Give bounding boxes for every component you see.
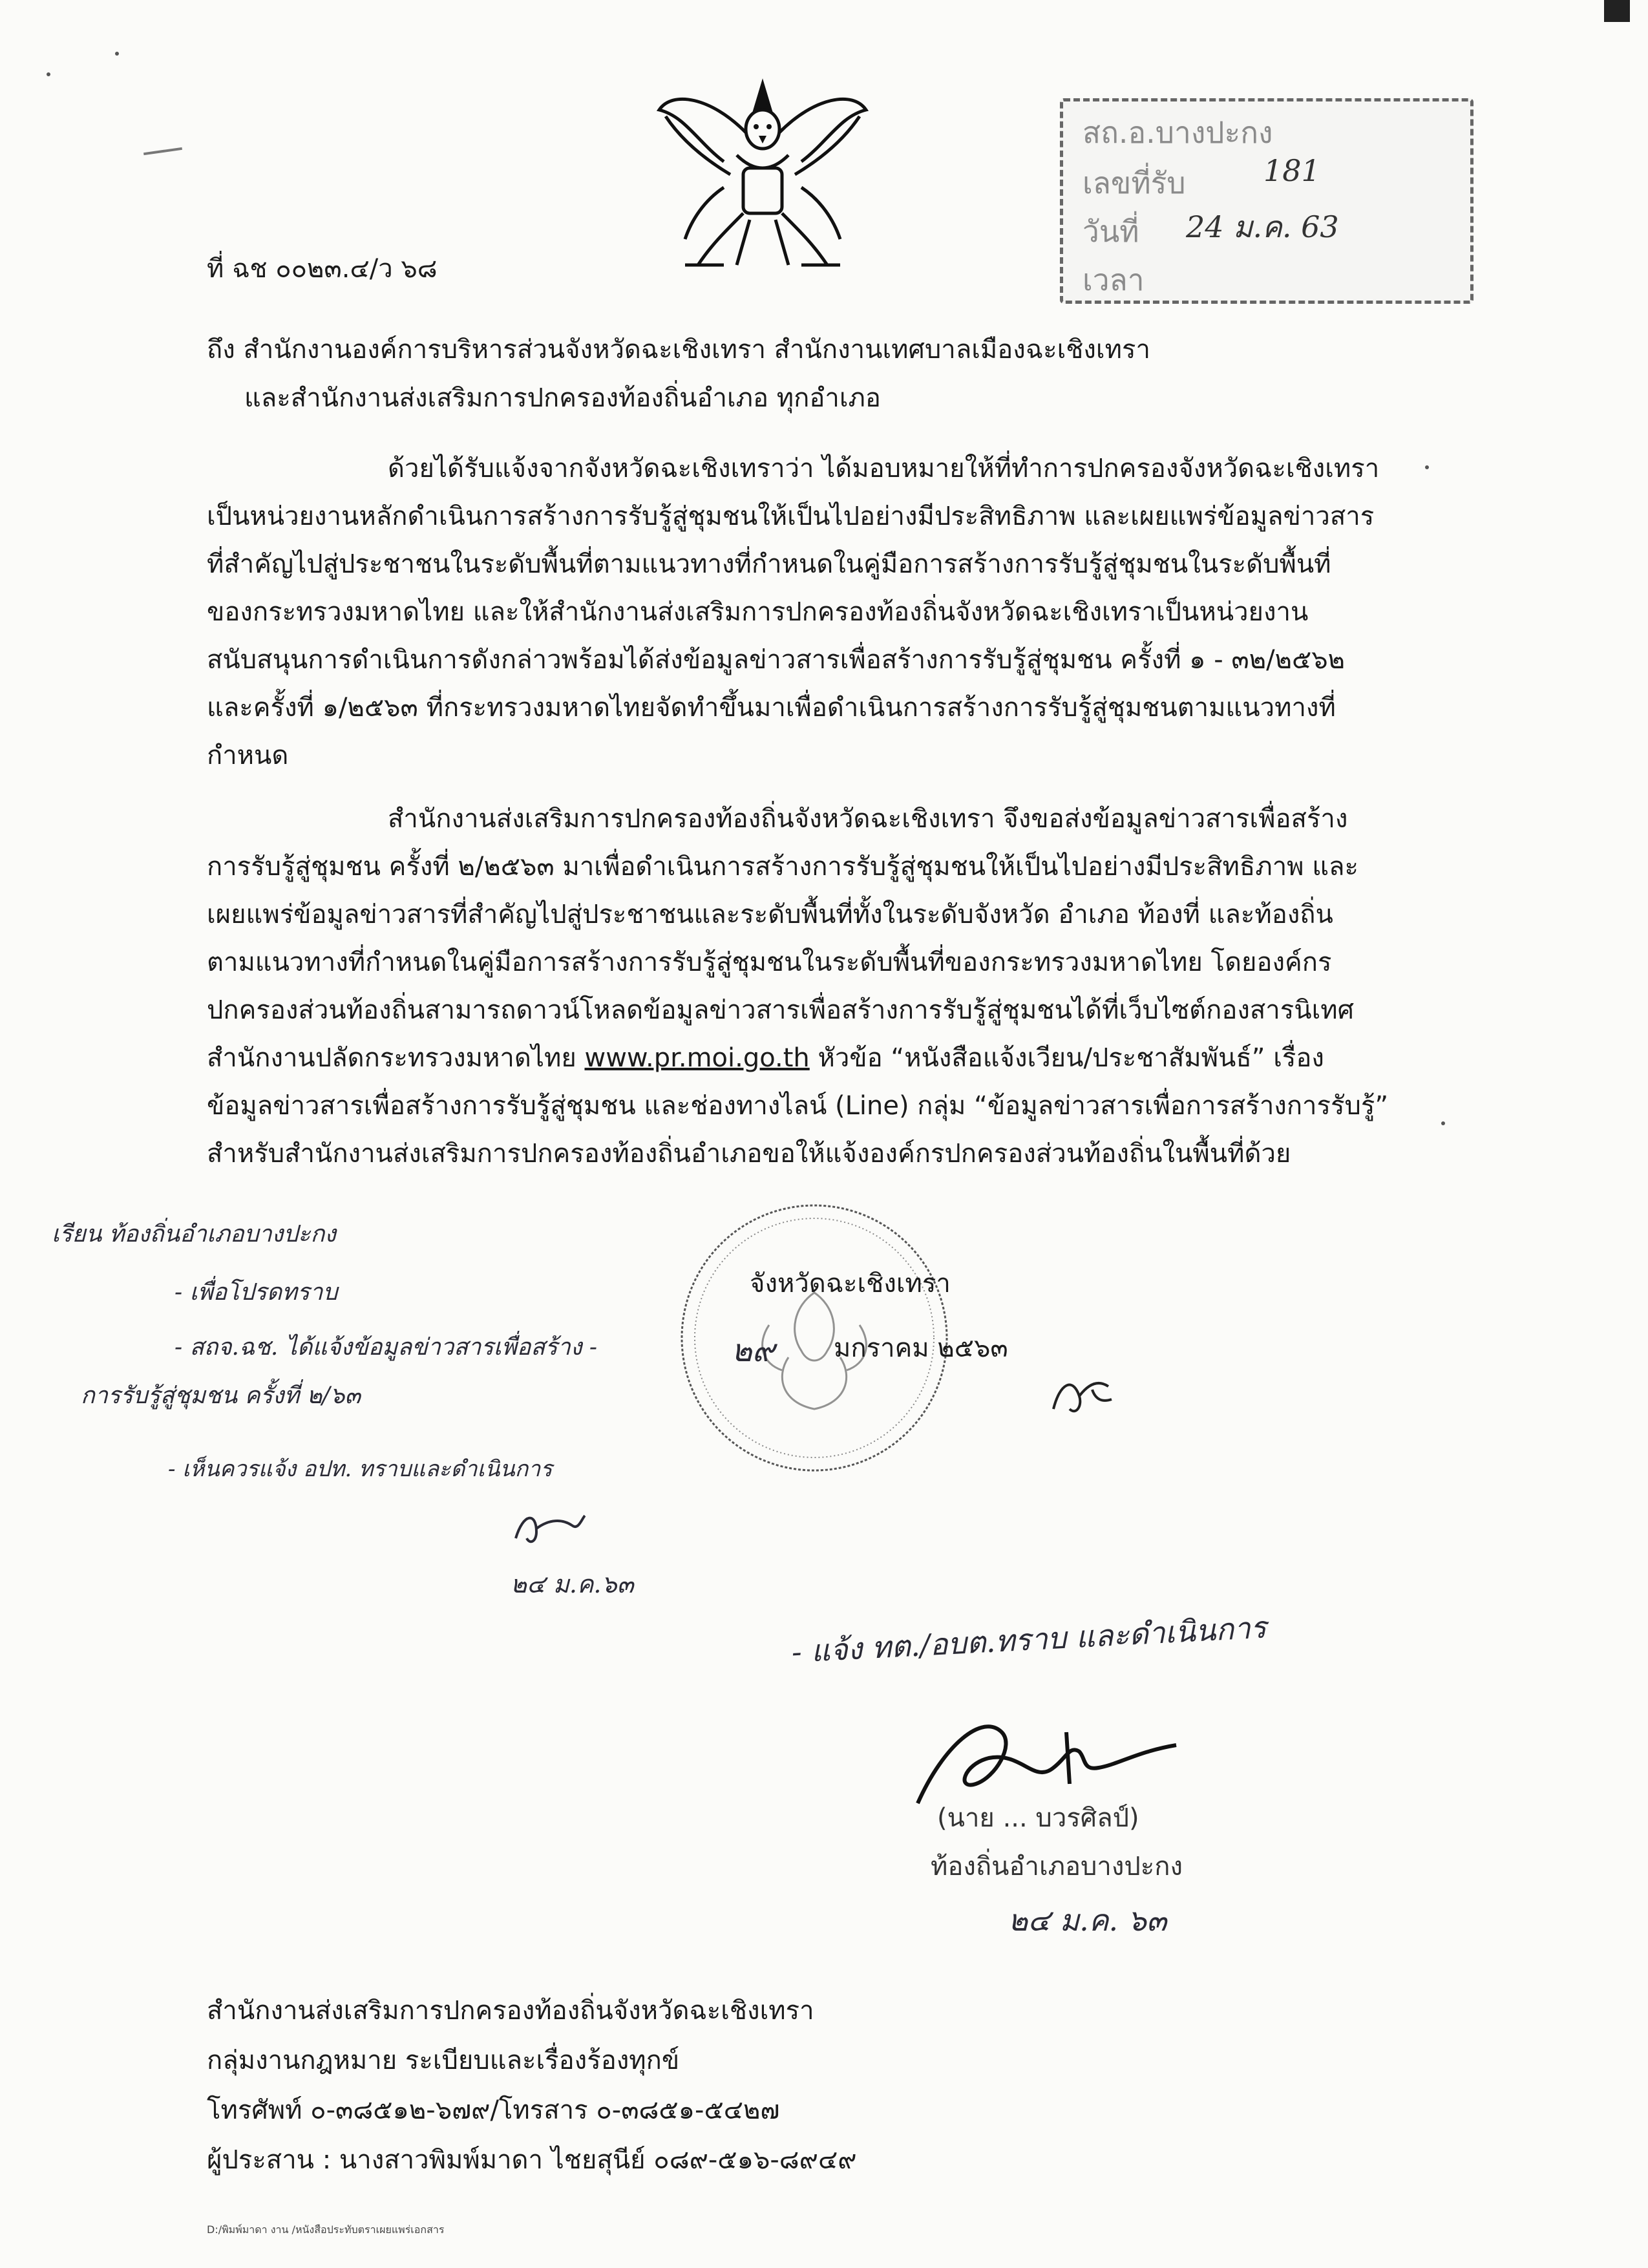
note-initial-date: ๒๔ ม.ค.๖๓ — [511, 1570, 634, 1598]
footer-division: กลุ่มงานกฎหมาย ระเบียบและเรื่องร้องทุกข์ — [207, 2046, 680, 2075]
received-stamp — [1060, 98, 1474, 304]
paragraph-line: ด้วยได้รับแจ้งจากจังหวัดฉะเชิงเทราว่า ได้มอบหมายให้ที่ทำการปกครองจังหวัดฉะเชิงเทรา — [388, 454, 1380, 483]
scan-speck — [1425, 465, 1429, 469]
signer-title: ท้องถิ่นอำเภอบางปะกง — [931, 1852, 1183, 1881]
stamp-date-value: 24 ม.ค. 63 — [1186, 209, 1339, 244]
file-path: D:/พิมพ์มาดา งาน /หนังสือประทับตราเผยแพร่เอกสาร — [207, 2223, 445, 2236]
paragraph-line: ตามแนวทางที่กำหนดในคู่มือการสร้างการรับรู้สู่ชุมชนในระดับพื้นที่ของกระทรวงมหาดไทย โดยองค์กร — [207, 948, 1332, 977]
reference-number: ที่ ฉช ๐๐๒๓.๔/ว ๖๘ — [207, 254, 438, 284]
issuing-province: จังหวัดฉะเชิงเทรา — [750, 1269, 951, 1298]
paragraph-line: และครั้งที่ ๑/๒๕๖๓ ที่กระทรวงมหาดไทยจัดทำขึ้นมาเพื่อดำเนินการสร้างการรับรู้สู่ชุมชนตามแนวทางที่ — [207, 693, 1336, 723]
issue-day: ๒๙ — [732, 1333, 775, 1369]
note-line: เรียน ท้องถิ่นอำเภอบางปะกง — [52, 1221, 336, 1247]
issue-month-year: มกราคม ๒๕๖๓ — [834, 1333, 1008, 1363]
footer-coordinator: ผู้ประสาน : นางสาวพิมพ์มาดา ไชยสุนีย์ ๐๘๙-๕๑๖-๘๙๔๙ — [207, 2145, 857, 2175]
stamp-office: สถ.อ.บางปะกง — [1083, 115, 1273, 150]
note-line: - เห็นควรแจ้ง อปท. ทราบและดำเนินการ — [168, 1456, 553, 1482]
body-paragraph-2 — [207, 795, 1404, 1178]
scan-edge-mark — [1604, 0, 1630, 22]
paragraph-line: ของกระทรวงมหาดไทย และให้สำนักงานส่งเสริมการปกครองท้องถิ่นจังหวัดฉะเชิงเทราเป็นหน่วยงาน — [207, 597, 1309, 627]
paragraph-line: ที่สำคัญไปสู่ประชาชนในระดับพื้นที่ตามแนวทางที่กำหนดในคู่มือการสร้างการรับรู้สู่ชุมชนในระดับพื้นที่ — [207, 549, 1331, 579]
signer-name: (นาย ... บวรศิลป์) — [937, 1803, 1139, 1833]
paragraph-line: ข้อมูลข่าวสารเพื่อสร้างการรับรู้สู่ชุมชน และช่องทางไลน์ (Line) กลุ่ม “ข้อมูลข่าวสารเพื่อการสร้างการรับรู้” — [207, 1091, 1389, 1121]
paragraph-line: ปกครองส่วนท้องถิ่นสามารถดาวน์โหลดข้อมูลข่าวสารเพื่อสร้างการรับรู้สู่ชุมชนได้ที่เว็บไซต์กองสารนิเทศ — [207, 995, 1354, 1025]
scan-speck — [115, 52, 119, 56]
paragraph-line: เผยแพร่ข้อมูลข่าวสารที่สำคัญไปสู่ประชาชนและระดับพื้นที่ทั้งในระดับจังหวัด อำเภอ ท้องที่ และท้องถิ่น — [207, 900, 1333, 929]
signer-date: ๒๔ ม.ค. ๖๓ — [1008, 1903, 1167, 1938]
scan-mark — [143, 147, 182, 155]
note-line: - สถจ.ฉช. ได้แจ้งข้อมูลข่าวสารเพื่อสร้าง - — [174, 1334, 598, 1361]
note-line: การรับรู้สู่ชุมชน ครั้งที่ ๒/๖๓ — [81, 1383, 361, 1409]
note-line: - เพื่อโปรดทราบ — [174, 1279, 338, 1306]
stamp-date-label: วันที่ — [1083, 214, 1139, 249]
paragraph-text: หัวข้อ “หนังสือแจ้งเวียน/ประชาสัมพันธ์” เรื่อง — [809, 1043, 1324, 1073]
addressee-line-2: และสำนักงานส่งเสริมการปกครองท้องถิ่นอำเภอ ทุกอำเภอ — [244, 383, 881, 413]
paragraph-text: สำนักงานปลัดกระทรวงมหาดไทย — [207, 1043, 585, 1073]
footer-office: สำนักงานส่งเสริมการปกครองท้องถิ่นจังหวัดฉะเชิงเทรา — [207, 1996, 814, 2026]
garuda-emblem-icon — [646, 71, 879, 284]
stamp-number-value: 181 — [1263, 153, 1320, 188]
paragraph-line: สนับสนุนการดำเนินการดังกล่าวพร้อมได้ส่งข้อมูลข่าวสารเพื่อสร้างการรับรู้สู่ชุมชน ครั้งที่ ๑ - ๓๒/๒๕๖๒ — [207, 645, 1345, 675]
note-signature-icon — [511, 1506, 588, 1551]
paragraph-line: การรับรู้สู่ชุมชน ครั้งที่ ๒/๒๕๖๓ มาเพื่อดำเนินการสร้างการรับรู้สู่ชุมชนให้เป็นไปอย่างมีประสิทธิภาพ และ — [207, 852, 1359, 882]
stamp-number-label: เลขที่รับ — [1083, 165, 1186, 200]
body-paragraph-1 — [207, 445, 1404, 779]
handwritten-order: - แจ้ง ทต./อบต.ทราบ และดำเนินการ — [790, 1609, 1267, 1669]
paragraph-line: สำนักงานส่งเสริมการปกครองท้องถิ่นจังหวัดฉะเชิงเทรา จึงขอส่งข้อมูลข่าวสารเพื่อสร้าง — [388, 804, 1348, 834]
initial-mark-icon — [1047, 1364, 1118, 1422]
footer-phone: โทรศัพท์ ๐-๓๘๕๑๒-๖๗๙/โทรสาร ๐-๓๘๕๑-๕๔๒๗ — [207, 2095, 780, 2125]
scan-speck — [47, 72, 50, 76]
website-link[interactable]: www.pr.moi.go.th — [584, 1043, 810, 1073]
scan-speck — [1441, 1121, 1445, 1125]
addressee-line-1: ถึง สำนักงานองค์การบริหารส่วนจังหวัดฉะเชิงเทรา สำนักงานเทศบาลเมืองฉะเชิงเทรา — [207, 335, 1150, 365]
paragraph-line: สำหรับสำนักงานส่งเสริมการปกครองท้องถิ่นอำเภอขอให้แจ้งองค์กรปกครองส่วนท้องถิ่นในพื้นที่ด้วย — [207, 1139, 1291, 1169]
paragraph-line-with-link — [207, 1034, 1404, 1082]
stamp-time-label: เวลา — [1083, 262, 1145, 297]
paragraph-line: กำหนด — [207, 741, 289, 770]
paragraph-line: เป็นหน่วยงานหลักดำเนินการสร้างการรับรู้สู่ชุมชนให้เป็นไปอย่างมีประสิทธิภาพ และเผยแพร่ข้อมูลข่าวสาร — [207, 502, 1375, 531]
